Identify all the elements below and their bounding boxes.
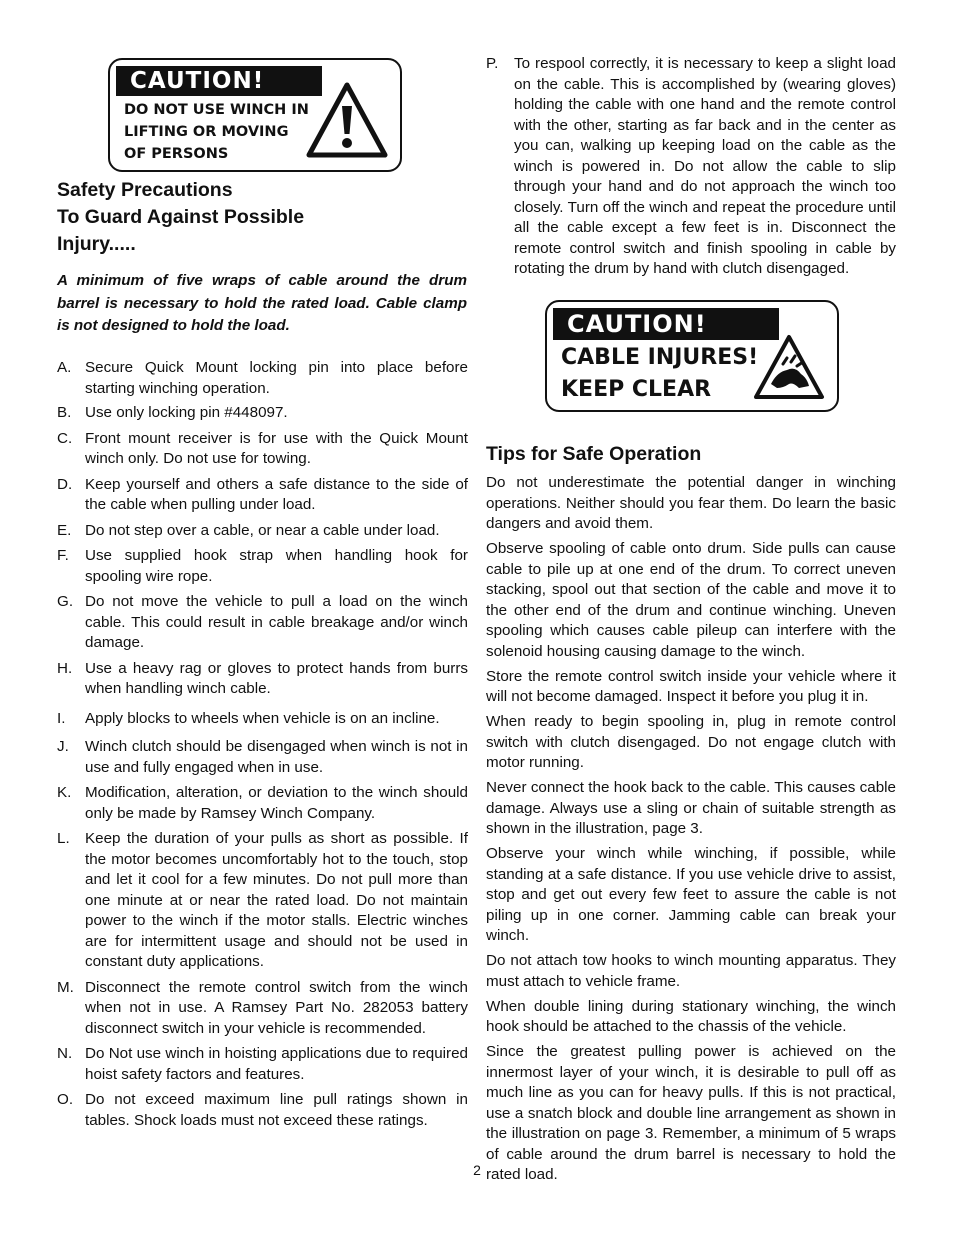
list-item: F. Use supplied hook strap when handling hook for spooling wire rope. [57,547,468,585]
tips-section [486,473,896,1190]
page-number: 2 [473,1162,481,1178]
list-item: N. Do Not use winch in hoisting applications due to required hoist safety factors and features. [57,1045,468,1083]
safety-list-left [57,358,468,1131]
tips-paragraph: Observe your winch while winching, if possible, while standing at a safe distance. If you use vehicle drive to assist, stop and get out every few feet to assure the cable is not piling up in one corner. Jamming cable can break your winch. [486,845,896,944]
list-item: J. Winch clutch should be disengaged when winch is not in use and fully engaged when in use. [57,738,468,776]
caution-text: DO NOT USE WINCH IN LIFTING OR MOVING OF PERSONS [124,102,309,162]
tips-paragraph: Observe spooling of cable onto drum. Side pulls can cause cable to pile up at one end of the drum. To correct uneven stacking, spool out that section of the cable and move it to the other end of the drum and continue winching. Uneven spooling which causes cable pileup can interfere with the solenoid housing causing damage to the winch. [486,540,896,660]
caution-sign-cable [545,300,839,412]
list-item: D. Keep yourself and others a safe distance to the side of the cable when pulling under load. [57,475,468,513]
safety-heading: Safety Precautions To Guard Against Possible Injury..... [57,179,305,255]
list-item: M. Disconnect the remote control switch from the winch when not in use. A Ramsey Part No. 282053 battery disconnect switch in your vehicle is recommended. [57,978,468,1037]
list-item: A. Secure Quick Mount locking pin into place before starting winching operation. [57,359,468,397]
list-item: O. Do not exceed maximum line pull ratings shown in tables. Shock loads must not exceed these ratings. [57,1091,468,1129]
list-item: C. Front mount receiver is for use with the Quick Mount winch only. Do not use for towing. [57,429,468,467]
list-item: E. Do not step over a cable, or near a cable under load. [57,521,440,539]
caution-text: CABLE INJURES! KEEP CLEAR [561,345,759,402]
warning-triangle-icon [306,82,388,158]
tips-paragraph: Do not attach tow hooks to winch mounting apparatus. They must attach to vehicle frame. [486,952,896,990]
list-item: H. Use a heavy rag or gloves to protect hands from burrs when handling winch cable. [57,659,468,697]
caution-sign-persons [108,58,402,172]
cable-wrap-note: A minimum of five wraps of cable around the drum barrel is necessary to hold the rated load. Cable clamp is not designed to hold the load. [57,272,467,334]
tips-paragraph: Store the remote control switch inside your vehicle where it will not become damaged. Inspect it before you plug it in. [486,667,896,705]
caution-banner: CAUTION! [553,308,779,340]
tips-paragraph: Since the greatest pulling power is achieved on the innermost layer of your winch, it is desirable to pull off as much line as you can for heavy pulls. If this is not practical, use a snatch block and double line arrangement as shown in the illustration on page 3. Remember, a minimum of 5 wraps of cable around the drum barrel is necessary to hold the rated load. [486,1043,896,1183]
list-item: G. Do not move the vehicle to pull a load on the winch cable. This could result in cable breakage and/or winch damage. [57,593,468,651]
safety-list-right [486,54,896,280]
tips-paragraph: Never connect the hook back to the cable. This causes cable damage. Always use a sling or chain of suitable strength as shown in the illustration, page 3. [486,779,896,837]
tips-heading: Tips for Safe Operation [486,443,702,465]
hand-injury-warning-icon [753,334,825,400]
tips-paragraph: When ready to begin spooling in, plug in remote control switch with clutch disengaged. Do not engage clutch with motor running. [486,713,896,771]
list-item: B. Use only locking pin #448097. [57,404,288,421]
tips-paragraph: When double lining during stationary winching, the winch hook should be attached to the chassis of the vehicle. [486,997,896,1035]
list-item: K. Modification, alteration, or deviation to the winch should only be made by Ramsey Winch Company. [57,784,468,822]
list-item: L. Keep the duration of your pulls as short as possible. If the motor becomes uncomfortably hot to the touch, stop and let it cool for a few minutes. Do not pull more than one minute at or near the rated load. Do not maintain power to the winch if the motor stalls. Electric winches are for intermittent usage and should not be used in constant duty applications. [57,830,468,970]
list-item: P. To respool correctly, it is necessary to keep a slight load on the cable. This is accomplished by (wearing gloves) holding the cable with one hand and the remote control with the other, starting as far back and in the center as you can, walking up keeping load on the cable as the winch is powered in. Do not allow the cable to slip through your hand and do not approach the winch too closely. Turn off the winch and repeat the procedure until all the cable except a few feet is in. Disconnect the remote control switch and finish spooling in cable by rotating the drum by hand with clutch disengaged. [486,55,896,277]
tips-paragraph: Do not underestimate the potential danger in winching operations. Neither should you fear them. Do learn the basic dangers and avoid them. [486,474,896,532]
list-item: I. Apply blocks to wheels when vehicle is on an incline. [57,709,440,727]
caution-banner: CAUTION! [116,66,322,96]
